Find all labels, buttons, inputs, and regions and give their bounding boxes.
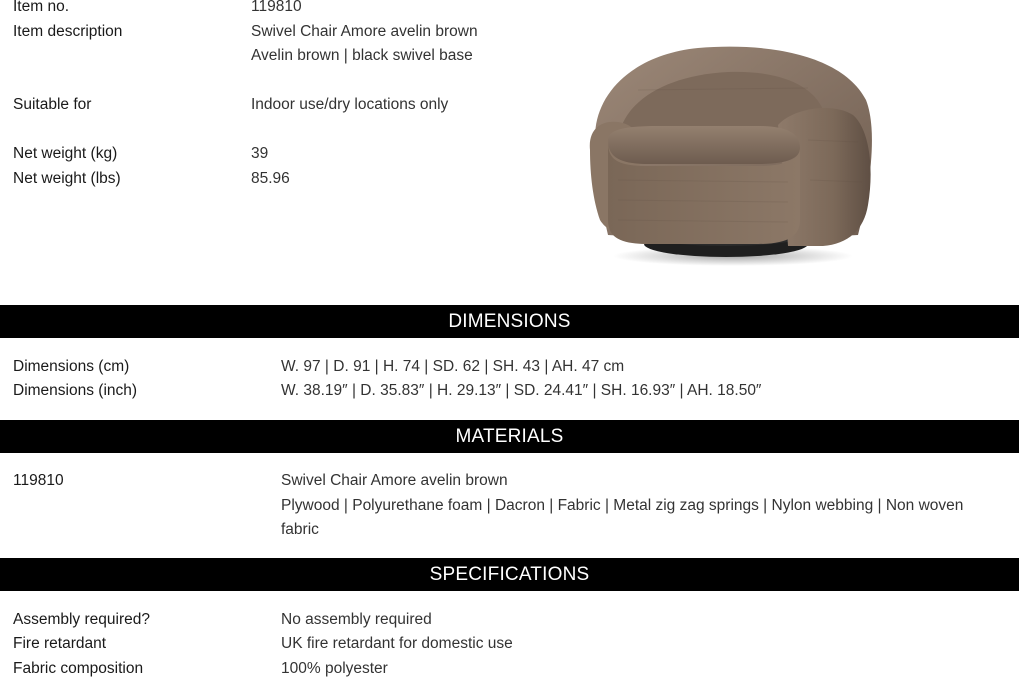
materials-line-2: Plywood | Polyurethane foam | Dacron | Fabric | Metal zig zag springs | Nylon webbing | Non woven	[281, 497, 964, 514]
item-description-label: Item description	[13, 23, 123, 40]
dimensions-inch-value: W. 38.19″ | D. 35.83″ | H. 29.13″ | SD. 24.41″ | SH. 16.93″ | AH. 18.50″	[281, 382, 762, 399]
fabric-composition-label: Fabric composition	[13, 660, 144, 677]
assembly-required-value: No assembly required	[281, 611, 432, 628]
materials-item-label: 119810	[13, 472, 64, 489]
fabric-composition-value: 100% polyester	[281, 660, 388, 677]
item-no-label: Item no.	[13, 0, 69, 15]
materials-line-1: Swivel Chair Amore avelin brown	[281, 472, 508, 489]
net-weight-kg-label: Net weight (kg)	[13, 145, 118, 162]
item-no-value: 119810	[251, 0, 302, 15]
item-description-line-2: Avelin brown | black swivel base	[251, 47, 473, 64]
dimensions-cm-label: Dimensions (cm)	[13, 358, 130, 375]
swivel-chair-photo	[578, 30, 878, 270]
net-weight-kg-value: 39	[251, 145, 269, 162]
dimensions-cm-value: W. 97 | D. 91 | H. 74 | SD. 62 | SH. 43 | AH. 47 cm	[281, 358, 625, 375]
fire-retardant-label: Fire retardant	[13, 635, 107, 652]
net-weight-lbs-value: 85.96	[251, 170, 290, 187]
suitable-for-value: Indoor use/dry locations only	[251, 96, 449, 113]
net-weight-lbs-label: Net weight (lbs)	[13, 170, 121, 187]
materials-line-3: fabric	[281, 521, 319, 538]
assembly-required-label: Assembly required?	[13, 611, 150, 628]
specifications-heading: SPECIFICATIONS	[0, 558, 1019, 591]
materials-heading: MATERIALS	[0, 420, 1019, 453]
item-description-line-1: Swivel Chair Amore avelin brown	[251, 23, 478, 40]
suitable-for-label: Suitable for	[13, 96, 92, 113]
fire-retardant-value: UK fire retardant for domestic use	[281, 635, 513, 652]
dimensions-heading: DIMENSIONS	[0, 305, 1019, 338]
dimensions-inch-label: Dimensions (inch)	[13, 382, 138, 399]
